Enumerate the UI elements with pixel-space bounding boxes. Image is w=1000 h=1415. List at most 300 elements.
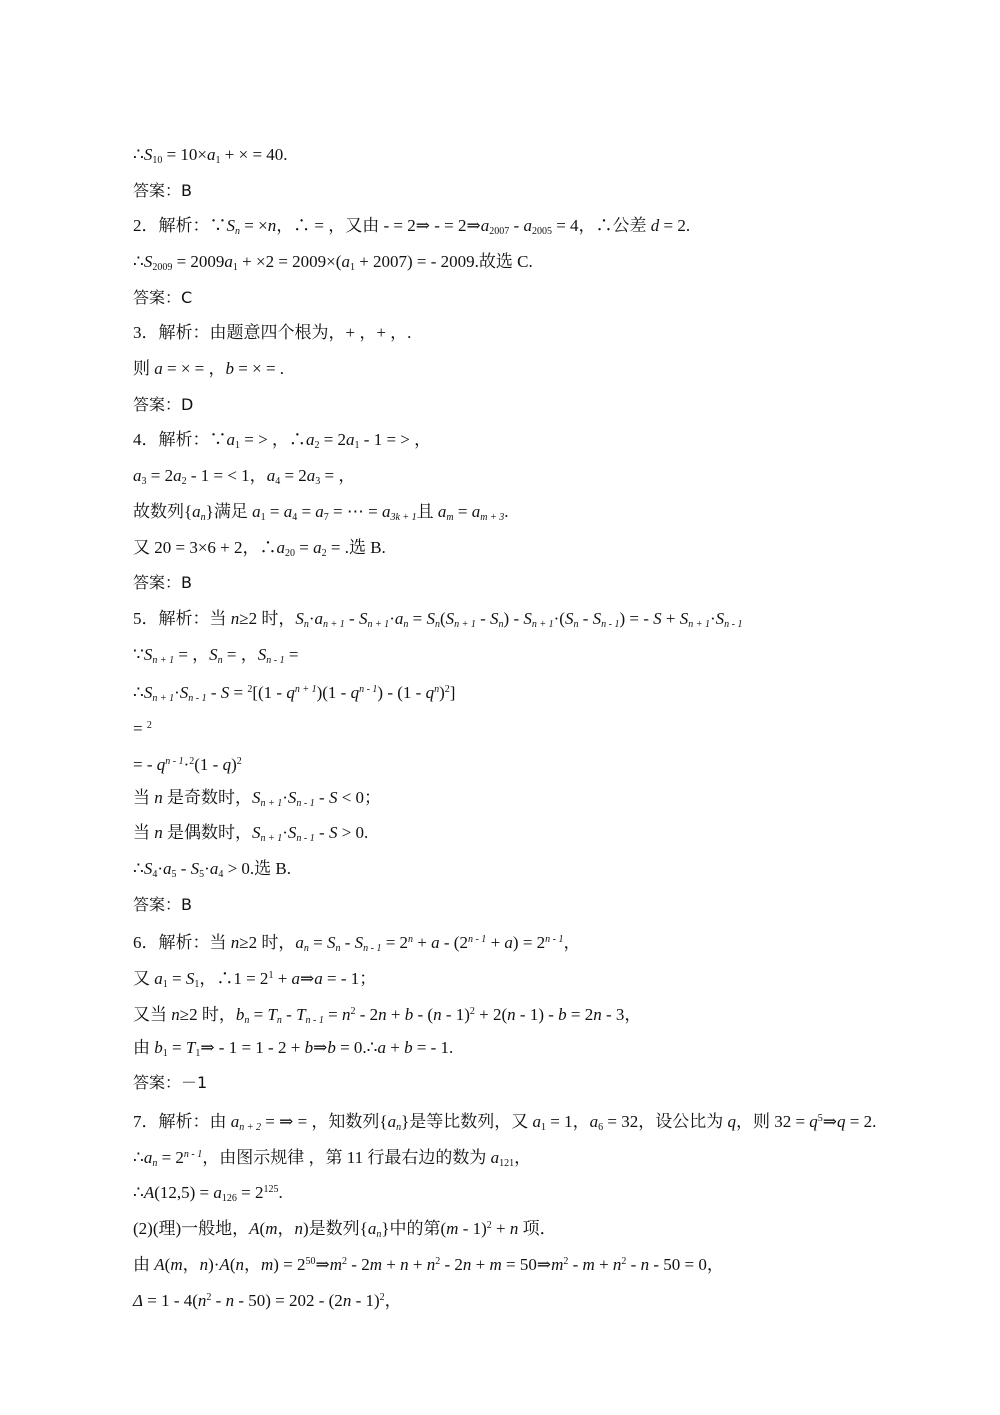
text-run: }中的第( <box>381 1219 447 1238</box>
text-run: - 3， <box>601 1005 642 1024</box>
text-run: 4．解析：∵ <box>133 430 227 449</box>
math-var: a <box>480 216 490 235</box>
math-var: S <box>328 823 338 842</box>
text-run: - 1) <box>351 1291 380 1310</box>
text-run: - 50) = 202 - (2 <box>234 1291 343 1310</box>
math-var: m <box>369 1255 382 1274</box>
math-var: a <box>315 502 324 521</box>
text-run: = 10× <box>162 145 208 164</box>
text-run: < 0； <box>337 788 382 807</box>
text-run: - 2 <box>440 1255 463 1274</box>
math-var: a <box>207 145 216 164</box>
text-run: = 2 <box>157 1148 184 1167</box>
text-run: - 1) <box>458 1219 487 1238</box>
text-run: - <box>475 609 491 628</box>
subscript: 1 <box>541 1122 547 1133</box>
text-run: = <box>453 502 472 521</box>
math-var: b <box>235 1005 245 1024</box>
subscript <box>688 619 710 630</box>
subscript <box>601 619 619 630</box>
math-var: d <box>650 216 660 235</box>
math-var: a <box>213 1183 222 1202</box>
math-var: n - 1 <box>467 934 487 945</box>
math-var: A <box>219 1255 230 1274</box>
math-var: m <box>260 1255 274 1274</box>
text-line <box>133 965 376 996</box>
text-run: - 2 <box>355 1005 379 1024</box>
math-var: a <box>504 933 513 952</box>
superscript: 5 <box>817 1113 823 1124</box>
math-var: S <box>190 859 200 878</box>
text-run: = 0.∴ <box>335 1038 378 1057</box>
text-run: = 2 <box>566 1005 594 1024</box>
text-run: = .选 B. <box>326 538 386 557</box>
superscript: 2 <box>236 756 242 767</box>
math-var: S <box>287 788 297 807</box>
superscript: 2 <box>486 1220 492 1231</box>
text-run: = ⋯ = <box>328 502 382 521</box>
math-var: n - 1 <box>601 619 620 630</box>
text-run: 7．解析：由 <box>133 1112 231 1131</box>
math-var: n + 1 <box>323 619 345 630</box>
math-var: n - 1 <box>545 934 564 945</box>
text-run: (2)(理)一般地， <box>133 1219 250 1238</box>
math-var: T <box>267 1005 277 1024</box>
subscript <box>266 655 284 666</box>
superscript: 2 <box>379 1292 385 1303</box>
text-run: (1 - <box>194 755 223 774</box>
math-var: n <box>378 1005 387 1024</box>
subscript: 1 <box>260 512 266 523</box>
math-var: a <box>341 252 350 271</box>
math-var: n - 1 <box>165 756 184 767</box>
superscript: 2 <box>342 1256 348 1267</box>
superscript: 2 <box>189 756 195 767</box>
text-line <box>133 1108 876 1139</box>
text-run: ∴ <box>133 145 144 164</box>
text-line <box>133 751 242 776</box>
answer-line <box>133 894 192 916</box>
text-run: = 2 <box>319 430 347 449</box>
text-line <box>133 144 288 172</box>
text-run: + <box>386 1005 405 1024</box>
math-var: a <box>143 1148 153 1167</box>
text-run: 2．解析：∵ <box>133 216 227 235</box>
math-var: n + 1 <box>260 833 283 844</box>
subscript <box>480 512 504 523</box>
text-run: ( <box>164 1255 171 1274</box>
math-var: a <box>490 1148 500 1167</box>
math-var: n - 1 <box>266 655 285 666</box>
math-var: q <box>222 755 232 774</box>
math-var: n <box>235 1255 244 1274</box>
math-var: a <box>431 933 440 952</box>
math-var: q <box>286 683 295 702</box>
answer-line <box>133 394 193 416</box>
text-line <box>133 787 381 815</box>
text-run: = <box>229 683 248 702</box>
subscript: 126 <box>221 1193 237 1204</box>
text-run: ⇒ - 1 = 1 - 2 + <box>200 1038 305 1057</box>
text-run: ， <box>182 1255 200 1274</box>
math-var: S <box>564 609 574 628</box>
math-var: n <box>396 1122 402 1133</box>
text-run: ，由图示规律 ，第 11 行最右边的数为 <box>202 1148 491 1167</box>
text-run: - ( <box>413 1005 434 1024</box>
text-run: = 2009 <box>172 252 225 271</box>
text-run: = > ，∴ <box>240 430 306 449</box>
text-run: 当 <box>133 823 155 842</box>
superscript: 1 <box>268 970 274 981</box>
text-run: + <box>661 609 680 628</box>
math-var: m <box>551 1255 564 1274</box>
text-run: = - 1； <box>322 969 377 988</box>
text-line <box>133 1215 557 1246</box>
answer-line <box>133 287 192 309</box>
text-run: ⇒ <box>822 1112 838 1131</box>
math-var: m <box>446 512 454 523</box>
math-var: b <box>154 1038 163 1057</box>
text-run: > 0.选 B. <box>223 859 292 878</box>
text-run: + ×2 = 2009×( <box>237 252 342 271</box>
text-run: 答案：－1 <box>133 1073 208 1092</box>
math-var: S <box>143 859 153 878</box>
text-run: = 2 <box>280 466 307 485</box>
text-run: - 1 = > ， <box>359 430 432 449</box>
math-var: m <box>582 1255 595 1274</box>
text-line <box>133 215 690 243</box>
subscript: 4 <box>218 869 224 880</box>
subscript: 1 <box>235 440 240 451</box>
text-run: = <box>284 645 299 664</box>
math-var: n <box>244 1015 250 1026</box>
text-run: ， <box>384 1291 402 1310</box>
text-run: (12,5) = <box>154 1183 214 1202</box>
text-run: ≥2 时， <box>179 1005 236 1024</box>
subscript: 3 <box>141 476 147 487</box>
subscript: 4 <box>292 512 298 523</box>
math-var: a <box>377 1038 386 1057</box>
text-run: )是数列{ <box>303 1219 368 1238</box>
text-line <box>133 679 455 710</box>
text-run: ) <box>439 683 445 702</box>
math-var: n <box>152 1158 158 1169</box>
math-var: n - 1 <box>296 833 315 844</box>
text-run: = <box>295 538 314 557</box>
text-run: = × <box>240 216 268 235</box>
math-var: S <box>445 609 455 628</box>
superscript: 2 <box>206 1292 212 1303</box>
math-var: a <box>291 969 301 988</box>
text-line <box>133 715 152 740</box>
text-run: ⇒ <box>313 1038 328 1057</box>
text-run: = 2 <box>146 466 174 485</box>
math-var: S <box>592 609 602 628</box>
math-var: b <box>558 1005 567 1024</box>
text-run: + <box>273 969 292 988</box>
text-run: ) = - <box>619 609 654 628</box>
text-run: · <box>157 859 163 878</box>
math-var: a <box>394 609 404 628</box>
text-run: 项． <box>518 1219 557 1238</box>
subscript <box>239 1122 261 1133</box>
math-var: q <box>156 755 166 774</box>
text-run: . <box>504 502 509 521</box>
text-line <box>133 1001 641 1032</box>
text-run: - 1) <box>441 1005 470 1024</box>
math-var: q <box>350 683 360 702</box>
text-run: = 1 - 4( <box>142 1291 198 1310</box>
subscript: 5 <box>171 869 177 880</box>
text-run: ) <box>231 755 237 774</box>
text-line <box>133 1037 453 1065</box>
text-run: - 1) - <box>515 1005 559 1024</box>
math-var: S <box>426 609 435 628</box>
math-var: n + 1 <box>454 619 476 630</box>
superscript: 2 <box>621 1256 627 1267</box>
subscript: 1 <box>232 262 238 273</box>
math-var: b <box>225 359 235 378</box>
text-run: = <box>249 1005 268 1024</box>
math-var: q <box>837 1112 846 1131</box>
subscript: 1 <box>195 1048 201 1059</box>
math-var: a <box>154 969 163 988</box>
text-run: = <box>308 933 327 952</box>
text-run: ≥2 时， <box>239 933 296 952</box>
text-run: = <box>167 969 186 988</box>
subscript: 4 <box>275 476 281 487</box>
subscript: 1 <box>354 440 360 451</box>
math-var: a <box>154 359 163 378</box>
math-var: m <box>489 1255 502 1274</box>
subscript: 1 <box>349 262 355 273</box>
text-run: = - 1. <box>412 1038 454 1057</box>
text-line <box>133 644 298 672</box>
math-var: n + 1 <box>688 619 710 630</box>
math-var: n + 1 <box>152 655 175 666</box>
math-var: n <box>462 1255 472 1274</box>
math-var: S <box>226 216 235 235</box>
text-run: )(1 - <box>316 683 351 702</box>
math-var: S <box>328 788 338 807</box>
math-var: n - 1 <box>296 798 315 809</box>
math-var: n <box>230 933 240 952</box>
superscript: 2 <box>563 1256 569 1267</box>
superscript: 2 <box>247 684 253 695</box>
math-var: b <box>404 1005 414 1024</box>
text-line <box>133 429 431 457</box>
subscript: 1 <box>215 155 221 166</box>
text-run: = <box>167 1038 186 1057</box>
subscript: 1 <box>162 1048 168 1059</box>
math-var: S <box>220 683 230 702</box>
text-run: ， <box>243 1255 261 1274</box>
text-run: · <box>282 788 288 807</box>
text-run: + × = 40. <box>220 145 288 164</box>
text-line <box>133 608 743 636</box>
text-run: = 2 <box>381 933 409 952</box>
answer-line <box>133 1072 207 1094</box>
text-run: ( <box>439 609 446 628</box>
math-var: A <box>154 1255 165 1274</box>
math-var: b <box>327 1038 336 1057</box>
math-var: n <box>573 619 579 630</box>
text-run: 由 <box>133 1038 155 1057</box>
text-run: ， <box>563 933 581 952</box>
math-var: n <box>335 943 341 954</box>
math-var: n <box>200 512 206 523</box>
math-var: a <box>306 466 316 485</box>
subscript <box>367 619 389 630</box>
subscript <box>454 619 476 630</box>
math-var: q <box>425 683 435 702</box>
text-run: = <box>265 502 284 521</box>
text-run: - <box>578 609 593 628</box>
text-run: = 2. <box>659 216 691 235</box>
text-run: > 0. <box>337 823 369 842</box>
text-line <box>133 322 411 344</box>
text-run: + <box>486 933 505 952</box>
math-var: n - 1 <box>363 943 382 954</box>
math-var: a <box>314 969 323 988</box>
text-run: ⇒ <box>300 969 315 988</box>
math-var: n <box>199 1255 209 1274</box>
math-var: m <box>170 1255 183 1274</box>
math-var: S <box>209 645 218 664</box>
text-run: + 2007) = - 2009.故选 C. <box>354 252 533 271</box>
text-run: }是等比数列，又 <box>401 1112 533 1131</box>
text-run: )· <box>208 1255 220 1274</box>
text-line <box>133 501 508 529</box>
text-run: = × = . <box>234 359 285 378</box>
text-run: ) = 2 <box>273 1255 306 1274</box>
math-var: n + 1 <box>152 693 175 704</box>
math-var: S <box>523 609 532 628</box>
text-run: 由 <box>133 1255 155 1274</box>
subscript <box>363 943 381 954</box>
subscript <box>306 1015 324 1026</box>
text-run: + <box>594 1255 613 1274</box>
math-var: Δ <box>133 1291 143 1310</box>
text-run: + <box>471 1255 490 1274</box>
subscript <box>152 693 174 704</box>
text-run: ∴ <box>133 683 144 702</box>
math-var: S <box>257 645 267 664</box>
text-line <box>133 822 368 850</box>
text-run: · <box>709 609 716 628</box>
text-run: 5．解析：当 <box>133 609 231 628</box>
math-var: A <box>249 1219 260 1238</box>
math-var: a <box>305 430 315 449</box>
text-run: 答案：B <box>133 895 192 914</box>
math-var: a <box>313 538 322 557</box>
math-var: T <box>185 1038 196 1057</box>
superscript: 2 <box>435 1256 441 1267</box>
math-var: a <box>133 466 142 485</box>
subscript: 1 <box>194 979 200 990</box>
subscript: 7 <box>323 512 329 523</box>
text-run: = 50⇒ <box>501 1255 552 1274</box>
math-var: a <box>471 502 481 521</box>
subscript <box>152 655 174 666</box>
text-run: 则 <box>133 359 155 378</box>
math-var: q <box>727 1112 736 1131</box>
text-run: - <box>340 933 355 952</box>
text-run: - <box>509 216 524 235</box>
math-var: a <box>276 538 286 557</box>
math-var: n <box>276 1015 282 1026</box>
text-run: - 2 <box>347 1255 370 1274</box>
subscript: 1 <box>162 979 168 990</box>
text-run: 又 <box>133 969 155 988</box>
subscript <box>390 512 416 523</box>
text-run: · <box>389 609 395 628</box>
text-run: + <box>413 933 432 952</box>
text-run: + <box>385 1038 405 1057</box>
text-run: ≥2 时， <box>239 609 296 628</box>
math-var: n <box>612 1255 622 1274</box>
math-var: n <box>507 1005 516 1024</box>
math-var: S <box>715 609 725 628</box>
subscript: 2007 <box>489 226 510 237</box>
text-run: ， <box>277 1219 295 1238</box>
text-run: - <box>314 788 329 807</box>
math-var: a <box>523 216 532 235</box>
text-run: - <box>176 859 191 878</box>
text-run: = <box>408 609 427 628</box>
text-run: 故数列{ <box>133 502 193 521</box>
text-run: + <box>408 1255 427 1274</box>
superscript <box>545 934 563 945</box>
text-run: ∴ <box>133 1148 144 1167</box>
text-run: 当 <box>133 788 155 807</box>
math-var: A <box>143 1183 155 1202</box>
math-var: n <box>434 684 440 695</box>
text-run: ⇒ <box>315 1255 330 1274</box>
text-run: ∵ <box>133 645 144 664</box>
text-run: ，∴ = ，又由 - = 2⇒ - = 2⇒ <box>276 216 481 235</box>
math-var: n <box>593 1005 602 1024</box>
text-run: 答案：B <box>133 573 192 592</box>
math-var: n - 1 <box>359 684 378 695</box>
math-var: S <box>295 609 304 628</box>
text-run: ，∴1 = 2 <box>199 969 269 988</box>
text-line <box>133 1144 531 1175</box>
superscript <box>295 684 317 695</box>
math-var: a <box>226 430 235 449</box>
text-run: ( <box>259 1219 266 1238</box>
math-var: n + 1 <box>260 798 283 809</box>
superscript: 50 <box>305 1256 316 1267</box>
math-var: n <box>509 1219 519 1238</box>
math-var: n <box>400 1255 409 1274</box>
text-run: 是奇数时， <box>162 788 252 807</box>
math-var: n <box>403 619 409 630</box>
superscript: 2 <box>350 1006 356 1017</box>
text-line <box>133 465 355 493</box>
superscript <box>359 684 377 695</box>
text-run: = 4，∴公差 <box>551 216 651 235</box>
text-line <box>133 537 386 565</box>
math-var: a <box>381 502 391 521</box>
math-var: n <box>154 823 163 842</box>
math-var: n <box>217 655 223 666</box>
math-var: n - 1 <box>188 693 207 704</box>
math-var: a <box>532 1112 542 1131</box>
text-run: 又当 <box>133 1005 172 1024</box>
subscript <box>724 619 742 630</box>
math-var: S <box>653 609 662 628</box>
